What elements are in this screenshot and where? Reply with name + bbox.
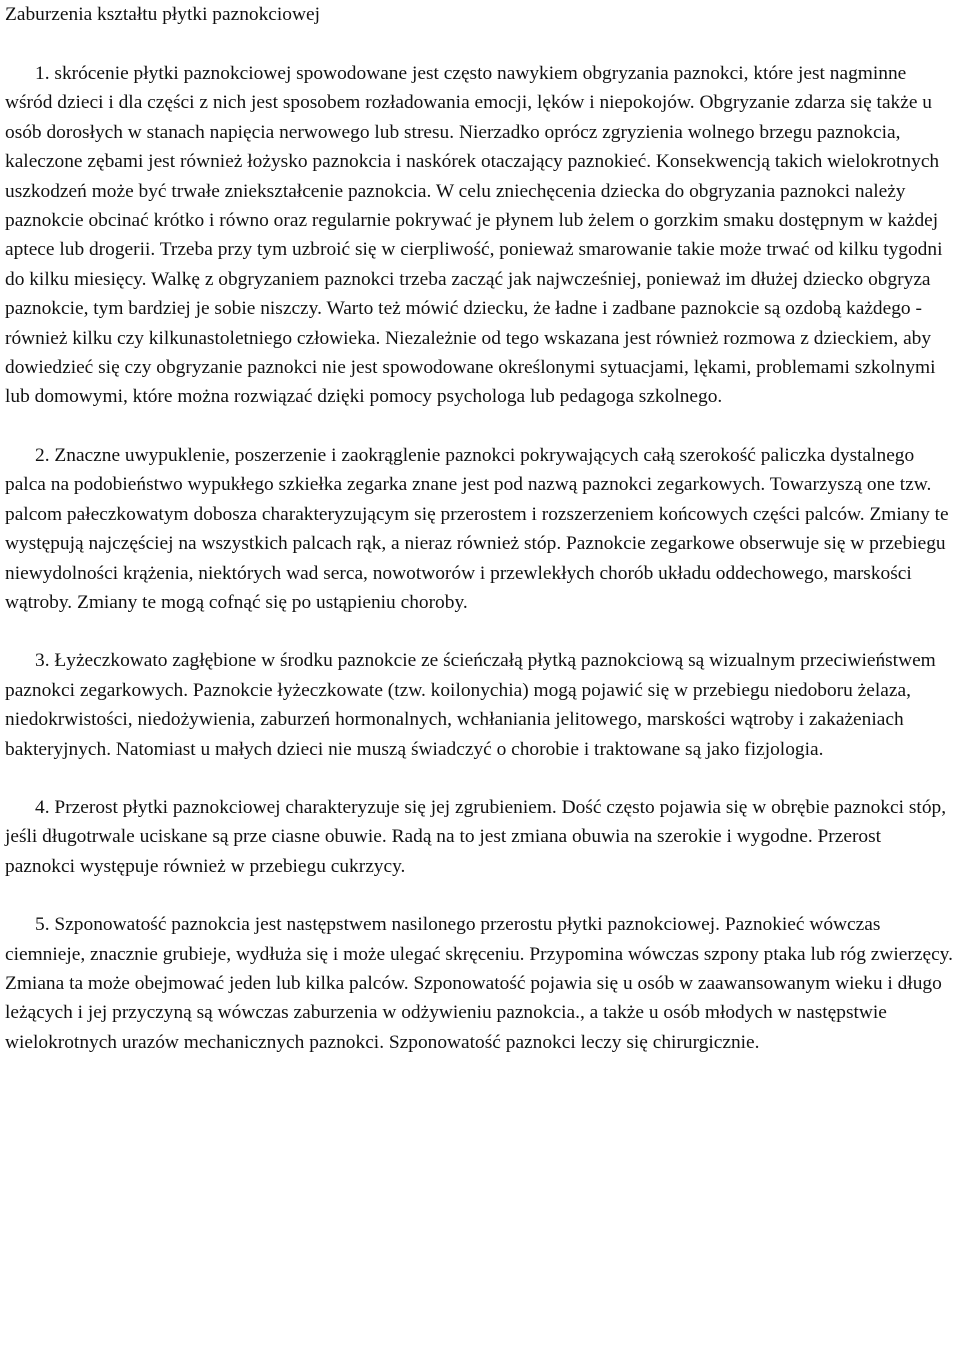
section-1-number: 1. bbox=[35, 63, 50, 84]
document-title: Zaburzenia kształtu płytki paznokciowej bbox=[5, 4, 320, 25]
section-5-number: 5. bbox=[35, 914, 50, 936]
section-2-text: Znaczne uwypuklenie, poszerzenie i zaokrąglenie paznokci pokrywających całą szerokość paliczka dystalnego palca na podobieństwo wypukłego szkiełka zegarka znane jest pod nazwą paznokci zegarkowych. Towarzyszą one tzw. palcom pałeczkowatym dobosza charakteryzującym się przerostem i rozszerzeniem końcowych części palców. Zmiany te występują najczęściej na wszystkich palcach rąk, a nieraz również stóp. Paznokcie zegarkowe obserwuje się w przebiegu niewydolności krążenia, niektórych wad serca, nowotworów i przewlekłych chorób układu oddechowego, marskości wątroby. Zmiany te mogą cofnąć się po ustąpieniu choroby. bbox=[5, 444, 949, 613]
document-page bbox=[5, 0, 955, 1057]
section-4-number: 4. bbox=[35, 796, 50, 818]
section-2 bbox=[5, 441, 955, 617]
section-4-text: Przerost płytki paznokciowej charakteryzuje się jej zgrubieniem. Dość często pojawia się w obrębie paznokci stóp, jeśli długotrwale uciskane są prze ciasne obuwie. Radą na to jest zmiana obuwia na szerokie i wygodne. Przerost paznokci występuje również w przebiegu cukrzycy. bbox=[5, 796, 947, 877]
section-4 bbox=[5, 793, 955, 881]
section-5 bbox=[5, 910, 955, 1057]
section-3 bbox=[5, 646, 955, 764]
section-1-text: skrócenie płytki paznokciowej spowodowane jest często nawykiem obgryzania paznokci, które jest nagminne wśród dzieci i dla części z nich jest sposobem rozładowania emocji, lęków i niepokojów. Obgryzanie zdarza się także u osób dorosłych w stanach napięcia nerwowego lub stresu. Nierzadko oprócz zgryzienia wolnego brzegu paznokcia, kaleczone zębami jest również łożysko paznokcia i naskórek otaczający paznokieć. Konsekwencją takich wielokrotnych uszkodzeń może być trwałe zniekształcenie paznokcia. W celu zniechęcenia dziecka do obgryzania paznokci należy paznokcie obcinać krótko i równo oraz regularnie pokrywać je płynem lub żelem o gorzkim smaku dostępnym w każdej aptece lub drogerii. Trzeba przy tym uzbroić się w cierpliwość, ponieważ smarowanie takie może trwać od kilku tygodni do kilku miesięcy. Walkę z obgryzaniem paznokci trzeba zacząć jak najwcześniej, ponieważ im dłużej dziecko obgryza paznokcie, tym bardziej je sobie niszczy. Warto też mówić dziecku, że ładne i zadbane paznokcie są ozdobą każdego - również kilku czy kilkunastoletniego człowieka. Niezależnie od tego wskazana jest również rozmowa z dzieckiem, aby dowiedzieć się czy obgryzanie paznokci nie jest spowodowane określonymi sytuacjami, lękami, problemami szkolnymi lub domowymi, które można rozwiązać dzięki pomocy psychologa lub pedagoga szkolnego. bbox=[5, 63, 943, 408]
section-3-text: Łyżeczkowato zagłębione w środku paznokcie ze ścieńczałą płytką paznokciową są wizualnym przeciwieństwem paznokci zegarkowych. Paznokcie łyżeczkowate (tzw. koilonychia) mogą pojawić się w przebiegu niedoboru żelaza, niedokrwistości, niedożywienia, zaburzeń hormonalnych, wchłaniania jelitowego, marskości wątroby i zakażeniach bakteryjnych. Natomiast u małych dzieci nie muszą świadczyć o chorobie i traktowane są jako fizjologia. bbox=[5, 650, 936, 760]
section-3-number: 3. bbox=[35, 650, 50, 672]
section-5-text: Szponowatość paznokcia jest następstwem nasilonego przerostu płytki paznokciowej. Paznokieć wówczas ciemnieje, znacznie grubieje, wydłuża się i może ulegać skręceniu. Przypomina wówczas szpony ptaka lub róg zwierzęcy. Zmiana ta może obejmować jeden lub kilka palców. Szponowatość pojawia się u osób w zaawansowanym wieku i długo leżących i jej przyczyną są wówczas zaburzenia w odżywieniu paznokcia., a także u osób młodych w następstwie wielokrotnych urazów mechanicznych paznokci. Szponowatość paznokci leczy się chirurgicznie. bbox=[5, 914, 953, 1053]
section-2-number: 2. bbox=[35, 444, 50, 466]
section-1 bbox=[5, 59, 955, 412]
